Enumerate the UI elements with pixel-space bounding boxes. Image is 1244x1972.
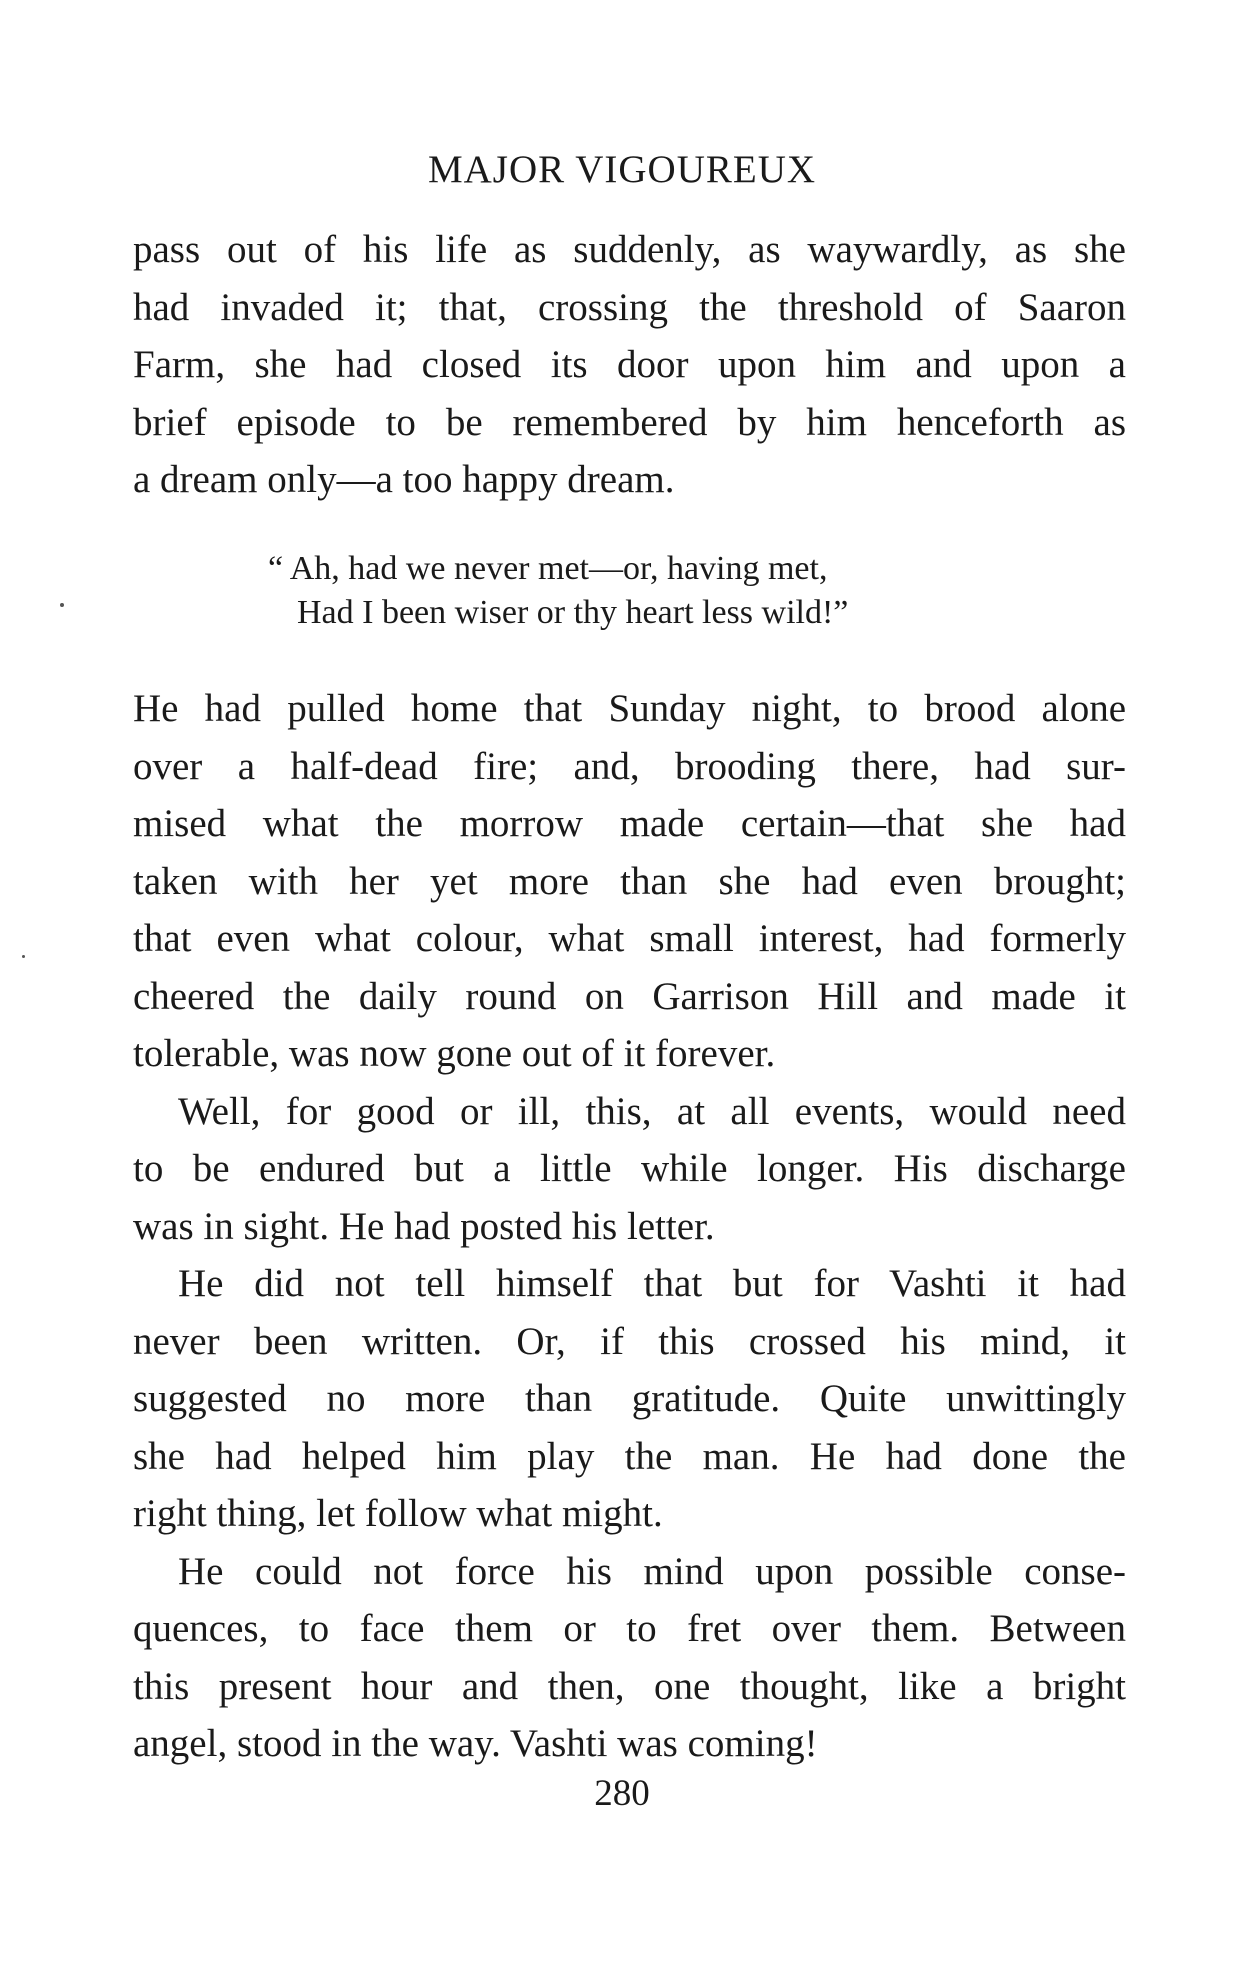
paragraph-5 <box>133 1543 1126 1773</box>
text-line: Well, for good or ill, this, at all events, would need <box>178 1089 1126 1133</box>
text-line: this present hour and then, one thought, like a bright <box>133 1664 1126 1708</box>
paragraph-2 <box>133 680 1126 1083</box>
paragraph-1 <box>133 221 1126 509</box>
text-line: over a half-dead fire; and, brooding there, had sur- <box>133 744 1126 788</box>
text-line: He could not force his mind upon possible conse- <box>178 1549 1126 1593</box>
text-line: quences, to face them or to fret over them. Between <box>133 1607 1126 1650</box>
text-line: right thing, let follow what might. <box>133 1492 663 1535</box>
verse-quotation <box>0 547 1244 635</box>
text-line: to be endured but a little while longer. His discharge <box>133 1147 1126 1190</box>
paper-speck <box>22 955 25 958</box>
text-line: He did not tell himself that but for Vashti it had <box>178 1262 1126 1305</box>
verse-line: Had I been wiser or thy heart less wild!” <box>297 594 849 631</box>
text-line: suggested no more than gratitude. Quite unwittingly <box>133 1377 1126 1420</box>
text-line: angel, stood in the way. Vashti was coming! <box>133 1722 818 1765</box>
paper-speck <box>60 603 64 607</box>
text-line: taken with her yet more than she had even brought; <box>133 859 1126 903</box>
running-head: MAJOR VIGOUREUX <box>427 148 817 191</box>
text-line: tolerable, was now gone out of it forever. <box>133 1032 776 1075</box>
text-line: she had helped him play the man. He had done the <box>133 1434 1126 1478</box>
text-line: had invaded it; that, crossing the threshold of Saaron <box>133 285 1126 329</box>
text-line: never been written. Or, if this crossed his mind, it <box>133 1319 1126 1363</box>
text-line: that even what colour, what small interest, had formerly <box>133 917 1126 960</box>
main-text <box>133 680 1126 1773</box>
page-number: 280 <box>594 1773 650 1814</box>
paragraph-4 <box>133 1255 1126 1543</box>
text-line: pass out of his life as suddenly, as waywardly, as she <box>133 228 1126 271</box>
text-line: a dream only—a too happy dream. <box>133 458 675 501</box>
verse-line: “ Ah, had we never met—or, having met, <box>268 550 828 587</box>
text-line: was in sight. He had posted his letter. <box>133 1204 715 1248</box>
text-line: mised what the morrow made certain—that she had <box>133 802 1126 845</box>
text-line: Farm, she had closed its door upon him and upon a <box>133 343 1126 386</box>
text-line: He had pulled home that Sunday night, to brood alone <box>133 687 1126 730</box>
paragraph-3 <box>133 1083 1126 1256</box>
text-line: brief episode to be remembered by him henceforth as <box>133 400 1126 444</box>
text-line: cheered the daily round on Garrison Hill and made it <box>133 974 1126 1018</box>
